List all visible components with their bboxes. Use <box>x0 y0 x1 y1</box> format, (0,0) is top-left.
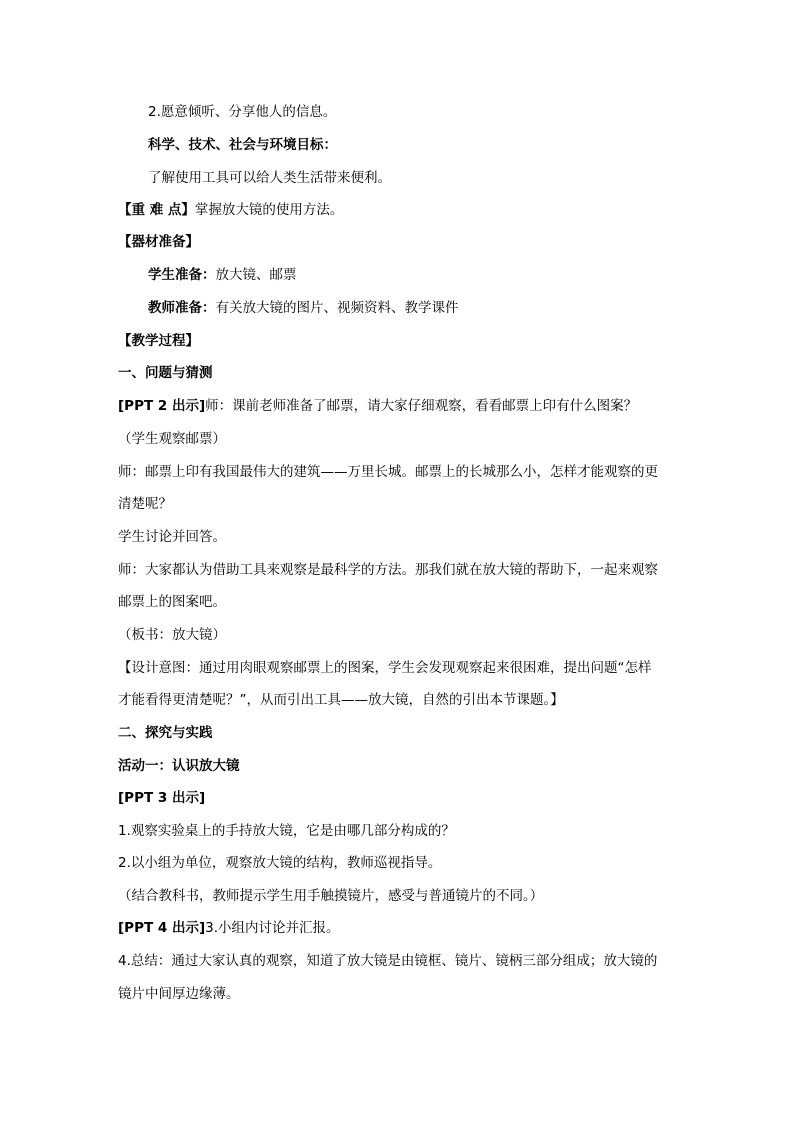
process-heading: 【教学过程】 <box>118 333 199 349</box>
section-2-heading: 二、探究与实践 <box>118 725 213 741</box>
design-intent-a: 【设计意图：通过用肉眼观察邮票上的图案，学生会发现观察起来很困难，提出问题“怎样 <box>118 660 652 676</box>
student-discuss: 学生讨论并回答。 <box>118 529 226 545</box>
teacher-prep-label: 教师准备： <box>148 300 216 316</box>
ppt4-line <box>118 918 678 938</box>
ppt2-line <box>118 396 678 416</box>
board-note: （板书：放大镜） <box>118 627 226 643</box>
ppt2-label: [PPT 2 出示] <box>118 398 206 414</box>
student-prep-line <box>148 265 708 285</box>
step-2: 2.以小组为单位，观察放大镜的结构，教师巡视指导。 <box>118 855 442 871</box>
step-1: 1.观察实验桌上的手持放大镜，它是由哪几部分构成的？ <box>118 823 455 839</box>
teacher-question-1a: 师：邮票上印有我国最伟大的建筑——万里长城。邮票上的长城那么小，怎样才能观察的更 <box>118 464 658 480</box>
step-2-note: （结合教科书，教师提示学生用手触摸镜片，感受与普通镜片的不同。） <box>118 888 544 904</box>
step-4b: 镜片中间厚边缘薄。 <box>118 986 240 1002</box>
ppt3-label: [PPT 3 出示] <box>118 790 206 806</box>
teacher-prep-text: 有关放大镜的图片、视频资料、教学课件 <box>215 300 459 316</box>
teacher-prep-line <box>148 298 708 318</box>
section-1-heading: 一、问题与猜测 <box>118 365 213 381</box>
teacher-statement-2b: 邮票上的图案吧。 <box>118 594 226 610</box>
student-prep-label: 学生准备： <box>148 267 216 283</box>
activity-1-heading: 活动一：认识放大镜 <box>118 758 240 774</box>
step-4a: 4.总结：通过大家认真的观察，知道了放大镜是由镜框、镜片、镜柄三部分组成；放大镜的 <box>118 953 658 969</box>
goal-2-text: 2.愿意倾听、分享他人的信息。 <box>148 104 337 120</box>
key-point-text: 掌握放大镜的使用方法。 <box>194 202 344 218</box>
sts-goal-text: 了解使用工具可以给人类生活带来便利。 <box>148 170 391 186</box>
key-point-label: 【重 难 点】 <box>118 202 195 218</box>
ppt4-label: [PPT 4 出示] <box>118 920 206 936</box>
teacher-statement-2a: 师：大家都认为借助工具来观察是最科学的方法。那我们就在放大镜的帮助下，一起来观察 <box>118 562 658 578</box>
key-point-line <box>118 200 678 220</box>
sts-goal-heading: 科学、技术、社会与环境目标： <box>148 137 337 153</box>
step-3: 3.小组内讨论并汇报。 <box>205 920 340 936</box>
design-intent-b: 才能看得更清楚呢？”，从而引出工具——放大镜，自然的引出本节课题。】 <box>118 692 564 708</box>
student-prep-text: 放大镜、邮票 <box>215 267 297 283</box>
teacher-question-1b: 清楚呢？ <box>118 496 172 512</box>
observe-note: （学生观察邮票） <box>118 431 226 447</box>
equipment-heading: 【器材准备】 <box>118 234 199 250</box>
ppt2-text: 师：课前老师准备了邮票，请大家仔细观察，看看邮票上印有什么图案？ <box>205 398 638 414</box>
